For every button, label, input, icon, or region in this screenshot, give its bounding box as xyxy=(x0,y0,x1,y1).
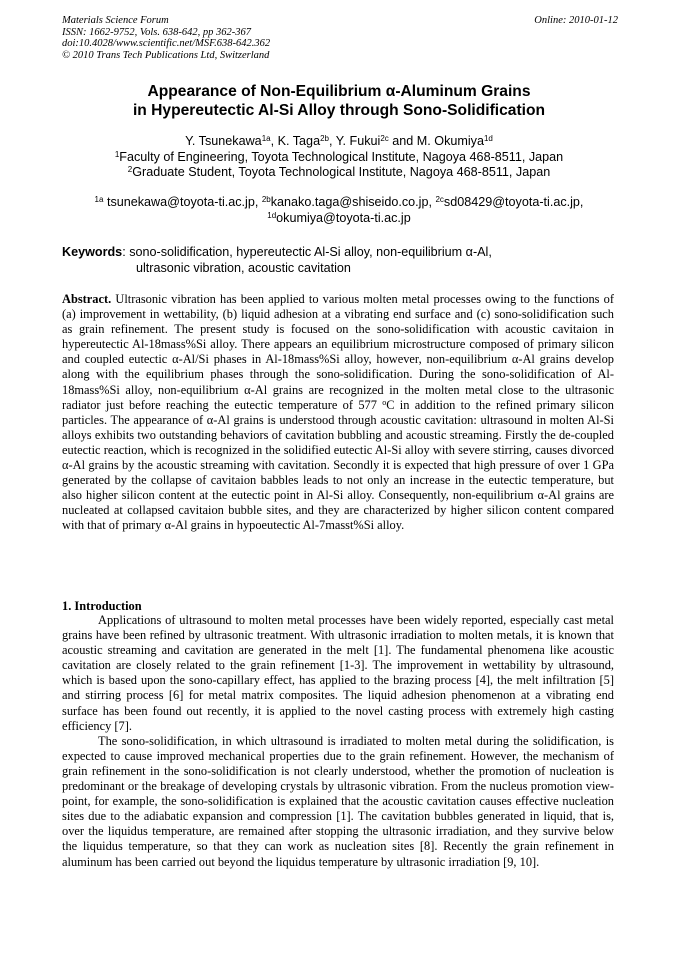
copyright-line: © 2010 Trans Tech Publications Ltd, Switzerland xyxy=(62,49,270,61)
email-link[interactable]: sd08429@toyota-ti.ac.jp, xyxy=(443,195,584,209)
email-line-1 xyxy=(40,195,638,211)
abstract-label: Abstract. xyxy=(62,292,112,306)
paragraph: Applications of ultrasound to molten metal processes have been widely reported, especially cast metal grains have been refined by ultrasonic treatment. With ultrasonic irradiation to molten metals, it is known that acoustic streaming and cavitation are generated in the melt [1]. The fundamental phenomena like acoustic cavitation are closely related to the grain refinement [1-3]. The improvement in wettability by ultrasound, which is based upon the sono-capillary effect, has applied to the brazing process [4], the melt infiltration [5] and stirring process [6] for metal matrix composites. The liquid adhesion phenomenon at a vibrating end surface has been found out recently, it is applied to the novel casting process with extremely high casting efficiency [7]. xyxy=(62,613,614,733)
author-affiliation-mark: 1a xyxy=(261,134,271,143)
email-link[interactable]: okumiya@toyota-ti.ac.jp xyxy=(276,210,411,225)
paragraph: The sono-solidification, in which ultrasound is irradiated to molten metal during the solidification, is expected to cause improved mechanical properties due to the grain refinement. However, the mechanism of grain refinement in the sono-solidification is not clearly understood, whether the promotion of nucleation is predominant or the breakage of developing crystals by ultrasonic vibration. From the nucleus promotion view-point, for example, the sono-solidification is explained that the acoustic cavitation causes effective nucleation sites due to the adiabatic expansion and compression [1]. The cavitation bubbles generated in liquid, that is, over the liquidus temperature, are remained after stopping the ultrasonic irradiation, and they survive below the liquidus temperature, so that they can work as nucleation sites [8]. Recently the grain refinement in aluminum has been carried out beyond the liquidus temperature by ultrasonic irradiation [9, 10]. xyxy=(62,733,614,869)
author-block xyxy=(40,134,638,181)
introduction-body xyxy=(62,613,614,870)
abstract-text: Ultrasonic vibration has been applied to various molten metal processes owing to the functions of (a) improvement in wettability, (b) liquid adhesion at a vibrating end surface and (c) sono-solidification such as grain refinement. The present study is focused on the sono-solidification with acoustic cavitaion in hypereutectic Al-18mass%Si alloy. There appears an equilibrium microstructure composed of primary silicon and coupled eutectic α-Al/Si phases in Al-18mass%Si alloy, however, non-equilibrium α-Al grains develop along with the equilibrium phases through the sono-solidification. During the sono-solidification of Al-18mass%Si alloy, non-equilibrium α-Al grains are recognized in the molten metal close to the ultrasonic radiator just before reaching the eutectic temperature of 577 xyxy=(62,292,614,412)
email-link[interactable]: kanako.taga@shiseido.co.jp, xyxy=(270,195,436,209)
author-affiliation-mark: 2b xyxy=(320,134,329,143)
author-name: Y. Tsunekawa xyxy=(185,134,262,148)
email-mark: 1a xyxy=(94,195,104,204)
author-name: and M. Okumiya xyxy=(388,134,484,148)
author-affiliation-mark: 2c xyxy=(380,134,389,143)
affiliation-1 xyxy=(40,150,638,166)
keywords-label: Keywords xyxy=(62,245,123,259)
affiliation-mark: 2 xyxy=(127,165,133,174)
paper-title xyxy=(40,82,638,120)
journal-name: Materials Science Forum xyxy=(62,15,169,26)
title-line-2: in Hypereutectic Al-Si Alloy through Sono-Solidification xyxy=(132,102,546,119)
issn-line: ISSN: 1662-9752, Vols. 638-642, pp 362-367 xyxy=(62,26,251,38)
degree-mark: o xyxy=(382,397,387,407)
affiliation-mark: 1 xyxy=(114,149,120,159)
doi-line: doi:10.4028/www.scientific.net/MSF.638-642.362 xyxy=(62,38,271,50)
email-mark: 2b xyxy=(261,195,271,204)
author-list xyxy=(40,134,638,150)
email-mark: 1d xyxy=(267,210,277,220)
affiliation-text: Graduate Student, Toyota Technological Institute, Nagoya 468-8511, Japan xyxy=(132,165,551,179)
author-affiliation-mark: 1d xyxy=(483,134,493,143)
author-name: , Y. Fukui xyxy=(328,134,381,148)
section-heading-introduction: 1. Introduction xyxy=(62,599,142,613)
title-line-1: Appearance of Non-Equilibrium α-Aluminum Grains xyxy=(147,83,531,100)
email-link[interactable]: tsunekawa@toyota-ti.ac.jp, xyxy=(103,195,262,209)
email-block xyxy=(40,195,638,226)
journal-header xyxy=(62,15,618,61)
abstract-text: C in addition to the refined primary silicon particles. The appearance of α-Al grains is understood through acoustic cavitation: ultrasound in molten Al-Si alloys exhibits two outstanding behaviors of cavitation bubbling and acoustic streaming. Firstly the de-coupled eutectic reaction, which is recognized in the solidified eutectic Al-Si alloy with severe stirring, causes divorced α-Al grains by the acoustic streaming with cavitation. Secondly it is expected that high pressure of over 1 GPa generated by the collapse of cavitaion babbles leads to not only an increase in the eutectic temperature, but also higher silicon content at the eutectic point in Al-Si alloy. Consequently, non-equilibrium α-Al grains are nucleated at collapsed cavitaion bubble sites, and they are characterized by higher silicon content compared with that of primary α-Al grains in hypoeutectic Al-7masst%Si alloy. xyxy=(62,397,614,533)
affiliation-text: Faculty of Engineering, Toyota Technological Institute, Nagoya 468-8511, Japan xyxy=(119,149,564,164)
keywords-block xyxy=(62,245,622,276)
online-date: Online: 2010-01-12 xyxy=(534,15,618,26)
keywords-line-1: : sono-solidification, hypereutectic Al-Si alloy, non-equilibrium α-Al, xyxy=(122,245,492,259)
email-mark: 2c xyxy=(435,195,444,204)
author-name: , K. Taga xyxy=(270,134,321,148)
email-line-2 xyxy=(40,211,638,227)
abstract-block xyxy=(62,292,614,534)
affiliation-2 xyxy=(40,165,638,181)
keywords-line-2: ultrasonic vibration, acoustic cavitation xyxy=(136,260,351,275)
